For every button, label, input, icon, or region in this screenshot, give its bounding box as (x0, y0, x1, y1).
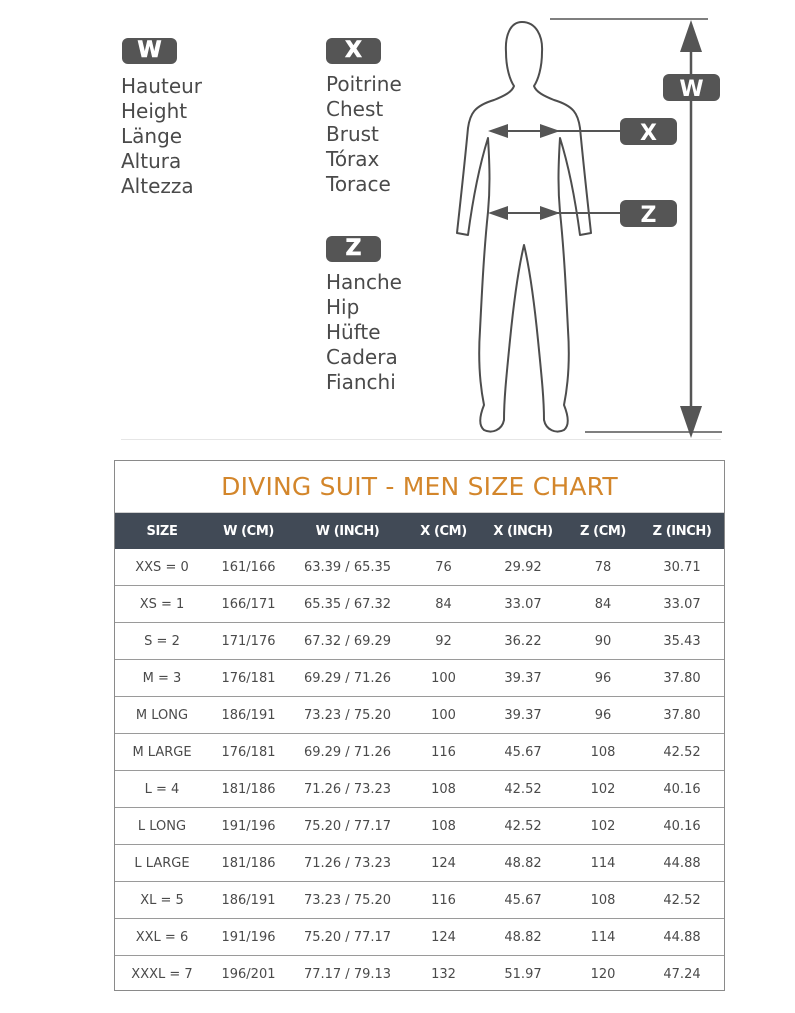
x-figure-label: X (640, 121, 657, 146)
height-term: Länge (121, 124, 183, 148)
table-cell: 100 (407, 697, 480, 734)
table-cell: 116 (407, 734, 480, 771)
hip-term: Fianchi (326, 370, 396, 394)
table-cell: 71.26 / 73.23 (288, 771, 407, 808)
table-cell: S = 2 (115, 623, 209, 660)
body-outline (457, 22, 591, 432)
table-cell: L = 4 (115, 771, 209, 808)
table-cell: 47.24 (640, 956, 724, 993)
table-cell: 92 (407, 623, 480, 660)
table-cell: 120 (566, 956, 640, 993)
height-arrow-up-icon (680, 20, 702, 52)
table-cell: 42.52 (640, 734, 724, 771)
table-cell: 186/191 (209, 697, 288, 734)
table-cell: 42.52 (640, 882, 724, 919)
table-cell: 78 (594, 559, 612, 575)
table-row (115, 734, 724, 771)
table-row (115, 845, 724, 882)
table-cell: 67.32 / 69.29 (288, 623, 407, 660)
table-cell: 44.88 (640, 845, 724, 882)
table-cell: 30.71 (663, 559, 701, 575)
table-cell: 96 (566, 697, 640, 734)
section-divider (121, 439, 721, 440)
table-cell: 124 (407, 919, 480, 956)
table-cell: M = 3 (115, 660, 209, 697)
table-cell: 63.39 / 65.35 (303, 559, 392, 575)
w-badge-letter: W (137, 38, 162, 63)
column-header: X (CM) (407, 513, 480, 549)
table-cell: 40.16 (640, 808, 724, 845)
table-cell: 132 (407, 956, 480, 993)
table-cell: 84 (407, 586, 480, 623)
table-body (115, 549, 724, 992)
chart-title: DIVING SUIT - MEN SIZE CHART (115, 461, 724, 513)
table-cell: 48.82 (480, 919, 566, 956)
table-cell: 37.80 (640, 660, 724, 697)
table-cell: 114 (566, 919, 640, 956)
z-badge-letter: Z (345, 236, 362, 261)
table-cell: 42.52 (480, 808, 566, 845)
hip-terms (326, 270, 402, 395)
table-row (115, 697, 724, 734)
column-header: Z (CM) (566, 513, 640, 549)
table-cell: 77.17 / 79.13 (288, 956, 407, 993)
table-cell: 100 (407, 660, 480, 697)
chest-term: Torace (326, 172, 391, 196)
table-row (115, 660, 724, 697)
hip-term: Cadera (326, 345, 398, 369)
body-measurement-figure (440, 0, 740, 445)
table-cell: 124 (407, 845, 480, 882)
table-row (115, 919, 724, 956)
table-cell: 108 (407, 771, 480, 808)
table-cell: M LONG (115, 697, 209, 734)
table-cell: 114 (566, 845, 640, 882)
column-header: Z (INCH) (640, 513, 724, 549)
size-table (115, 513, 724, 992)
table-cell: XXXL = 7 (115, 956, 209, 993)
table-cell: 40.16 (640, 771, 724, 808)
table-cell: 42.52 (480, 771, 566, 808)
chest-term: Brust (326, 122, 379, 146)
chest-term: Tórax (326, 147, 380, 171)
chest-term: Chest (326, 97, 384, 121)
table-cell: 29.92 (504, 559, 542, 575)
table-cell: 33.07 (640, 586, 724, 623)
table-row (115, 586, 724, 623)
z-figure-label: Z (640, 203, 657, 228)
table-cell: 171/176 (209, 623, 288, 660)
table-cell: M LARGE (115, 734, 209, 771)
size-chart (114, 460, 725, 991)
x-badge-letter: X (345, 38, 362, 63)
table-cell: 166/171 (209, 586, 288, 623)
z-badge (326, 236, 381, 262)
table-cell: XXS = 0 (135, 559, 189, 575)
height-term: Altezza (121, 174, 194, 198)
hip-term: Hanche (326, 270, 402, 294)
table-row (115, 623, 724, 660)
table-cell: 69.29 / 71.26 (288, 660, 407, 697)
height-terms (121, 74, 202, 199)
x-badge (326, 38, 381, 64)
table-cell: L LONG (115, 808, 209, 845)
table-cell: 186/191 (209, 882, 288, 919)
column-header: SIZE (115, 513, 209, 549)
table-cell: 191/196 (209, 919, 288, 956)
column-header: X (INCH) (480, 513, 566, 549)
table-cell: 36.22 (480, 623, 566, 660)
table-cell: 161/166 (221, 559, 276, 575)
table-cell: 39.37 (480, 697, 566, 734)
table-header-row (115, 513, 724, 549)
table-cell: 71.26 / 73.23 (288, 845, 407, 882)
table-cell: 90 (566, 623, 640, 660)
height-term: Altura (121, 149, 182, 173)
table-cell: 73.23 / 75.20 (288, 882, 407, 919)
table-cell: 48.82 (480, 845, 566, 882)
w-figure-label: W (679, 77, 704, 102)
table-cell: 51.97 (480, 956, 566, 993)
table-cell: XL = 5 (115, 882, 209, 919)
table-cell: XS = 1 (115, 586, 209, 623)
hip-term: Hip (326, 295, 360, 319)
table-cell: 37.80 (640, 697, 724, 734)
w-badge (122, 38, 177, 64)
table-cell: 176/181 (209, 660, 288, 697)
column-header: W (CM) (209, 513, 288, 549)
table-cell: 108 (566, 882, 640, 919)
table-cell: 102 (566, 771, 640, 808)
table-row (115, 808, 724, 845)
table-cell: 76 (435, 559, 452, 575)
table-row (115, 882, 724, 919)
table-cell: 102 (566, 808, 640, 845)
table-cell: 44.88 (640, 919, 724, 956)
chest-terms (326, 72, 402, 197)
chest-term: Poitrine (326, 72, 402, 96)
table-cell: 96 (566, 660, 640, 697)
height-arrow-down-icon (680, 406, 702, 438)
table-cell: 181/186 (209, 771, 288, 808)
column-header: W (INCH) (288, 513, 407, 549)
table-cell: 73.23 / 75.20 (288, 697, 407, 734)
table-cell: 196/201 (209, 956, 288, 993)
table-cell: 45.67 (480, 882, 566, 919)
table-cell: 84 (566, 586, 640, 623)
table-cell: 65.35 / 67.32 (288, 586, 407, 623)
table-cell: 75.20 / 77.17 (288, 919, 407, 956)
table-row (115, 549, 724, 586)
table-cell: 108 (566, 734, 640, 771)
height-term: Hauteur (121, 74, 203, 98)
table-cell: 116 (407, 882, 480, 919)
table-cell: 39.37 (480, 660, 566, 697)
table-cell: 176/181 (209, 734, 288, 771)
table-cell: XXL = 6 (115, 919, 209, 956)
hip-term: Hüfte (326, 320, 381, 344)
table-row (115, 956, 724, 993)
table-cell: 33.07 (480, 586, 566, 623)
table-cell: 75.20 / 77.17 (288, 808, 407, 845)
table-cell: 69.29 / 71.26 (288, 734, 407, 771)
height-term: Height (121, 99, 188, 123)
table-cell: 191/196 (209, 808, 288, 845)
table-cell: L LARGE (115, 845, 209, 882)
table-row (115, 771, 724, 808)
table-cell: 35.43 (640, 623, 724, 660)
table-cell: 181/186 (209, 845, 288, 882)
table-cell: 108 (407, 808, 480, 845)
table-cell: 45.67 (480, 734, 566, 771)
